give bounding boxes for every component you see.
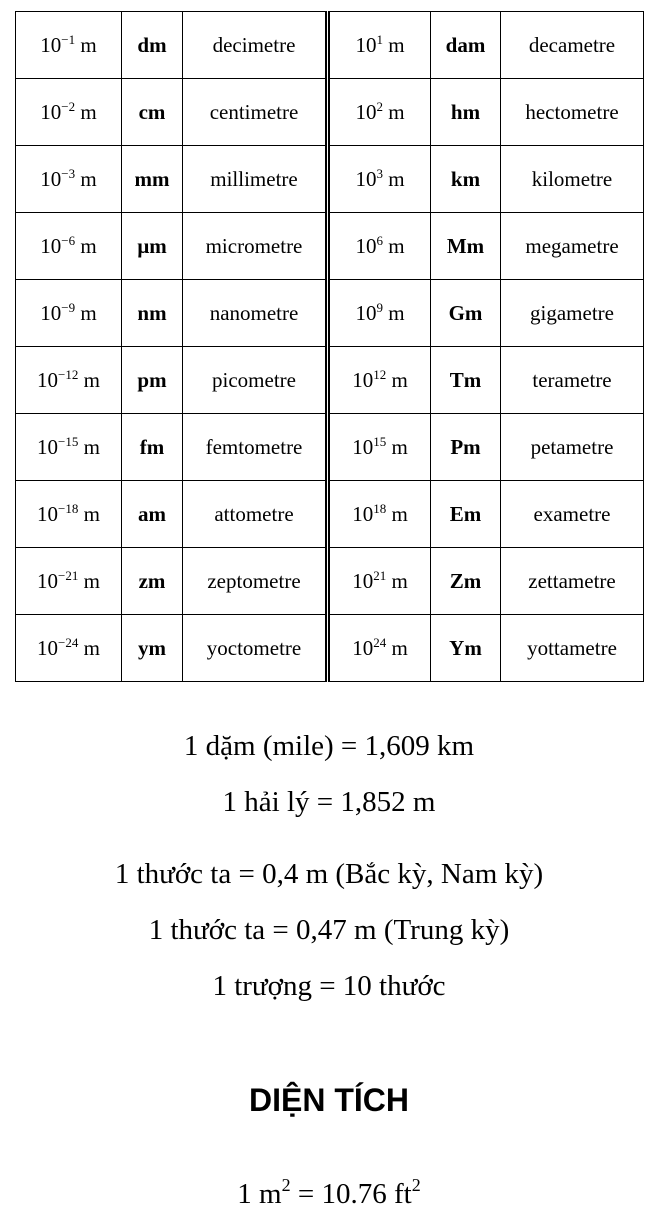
left-power-unit: m <box>83 367 100 392</box>
right-power-exponent: 9 <box>376 299 383 315</box>
left-power-cell <box>16 481 122 548</box>
left-power-base: 10 <box>40 233 62 258</box>
left-symbol: fm <box>139 434 165 459</box>
left-name-cell <box>183 615 328 682</box>
left-symbol: nm <box>137 300 167 325</box>
right-name-cell <box>501 280 644 347</box>
left-name-cell <box>183 213 328 280</box>
left-power-cell <box>16 615 122 682</box>
left-power-base: 10 <box>37 568 59 593</box>
right-power-unit: m <box>388 300 405 325</box>
left-power-exponent: −18 <box>58 500 79 516</box>
right-power-base: 10 <box>355 300 377 325</box>
right-name-cell <box>501 146 644 213</box>
right-symbol: Zm <box>449 568 482 593</box>
left-symbol-cell <box>122 414 183 481</box>
right-symbol: Ym <box>449 635 482 660</box>
right-power-base: 10 <box>355 32 377 57</box>
table-row <box>16 414 644 481</box>
left-power-cell <box>16 414 122 481</box>
right-unit-name: petametre <box>530 434 614 459</box>
left-power-exponent: −2 <box>61 98 76 114</box>
right-symbol-cell <box>431 280 501 347</box>
right-name-cell <box>501 79 644 146</box>
right-unit-name: hectometre <box>525 99 619 124</box>
left-symbol-cell <box>122 481 183 548</box>
right-power-exponent: 3 <box>376 165 383 181</box>
table-row <box>16 481 644 548</box>
left-power-exponent: −6 <box>61 232 76 248</box>
left-symbol: mm <box>134 166 170 191</box>
left-power-base: 10 <box>40 99 62 124</box>
right-symbol: Mm <box>446 233 485 258</box>
right-power-unit: m <box>388 99 405 124</box>
left-power-base: 10 <box>40 300 62 325</box>
right-name-cell <box>501 548 644 615</box>
right-symbol-cell <box>431 481 501 548</box>
length-units-table <box>15 11 644 682</box>
table-row <box>16 280 644 347</box>
left-power-unit: m <box>83 434 100 459</box>
conversion-nautical-mile: 1 hải lý = 1,852 m <box>222 786 436 818</box>
left-symbol-cell <box>122 79 183 146</box>
left-name-cell <box>183 12 328 79</box>
right-power-unit: m <box>391 635 408 660</box>
left-power-base: 10 <box>37 501 59 526</box>
right-power-exponent: 15 <box>373 433 387 449</box>
left-power-exponent: −12 <box>58 366 79 382</box>
right-symbol-cell <box>431 414 501 481</box>
right-unit-name: yottametre <box>527 635 617 660</box>
left-power-base: 10 <box>37 367 59 392</box>
length-units-table-body <box>16 12 644 682</box>
right-power-base: 10 <box>352 367 374 392</box>
right-symbol: Gm <box>448 300 483 325</box>
area-right-exponent: 2 <box>411 1175 421 1195</box>
right-power-exponent: 12 <box>373 366 387 382</box>
left-name-cell <box>183 548 328 615</box>
right-power-unit: m <box>391 501 408 526</box>
right-symbol-cell <box>431 213 501 280</box>
left-power-exponent: −9 <box>61 299 76 315</box>
right-power-base: 10 <box>352 568 374 593</box>
left-name-cell <box>183 414 328 481</box>
right-symbol-cell <box>431 347 501 414</box>
left-power-cell <box>16 146 122 213</box>
right-unit-name: kilometre <box>531 166 613 191</box>
right-symbol: km <box>450 166 481 191</box>
left-symbol-cell <box>122 146 183 213</box>
right-symbol-cell <box>431 146 501 213</box>
area-conversion <box>0 1177 658 1211</box>
conversion-thuoc-north-south: 1 thước ta = 0,4 m (Bắc kỳ, Nam kỳ) <box>114 858 544 890</box>
right-symbol: hm <box>450 99 481 124</box>
left-symbol-cell <box>122 615 183 682</box>
right-power-unit: m <box>388 166 405 191</box>
table-row <box>16 79 644 146</box>
right-power-cell <box>328 414 431 481</box>
right-unit-name: exametre <box>533 501 611 526</box>
right-power-unit: m <box>391 367 408 392</box>
left-symbol-cell <box>122 213 183 280</box>
left-power-base: 10 <box>37 635 59 660</box>
right-name-cell <box>501 12 644 79</box>
left-power-exponent: −3 <box>61 165 76 181</box>
left-unit-name: nanometre <box>209 300 299 325</box>
left-unit-name: micrometre <box>205 233 303 258</box>
right-power-base: 10 <box>355 166 377 191</box>
left-symbol: zm <box>138 568 166 593</box>
right-power-cell <box>328 79 431 146</box>
left-power-exponent: −1 <box>61 31 76 47</box>
left-unit-name: zeptometre <box>207 568 301 593</box>
left-symbol: pm <box>137 367 167 392</box>
area-section-title: DIỆN TÍCH <box>249 1082 409 1118</box>
left-power-cell <box>16 548 122 615</box>
left-power-unit: m <box>80 300 97 325</box>
left-power-base: 10 <box>40 32 62 57</box>
left-power-unit: m <box>80 166 97 191</box>
left-power-unit: m <box>80 99 97 124</box>
conversion-truong: 1 trượng = 10 thước <box>212 970 446 1002</box>
left-power-unit: m <box>83 501 100 526</box>
table-row <box>16 347 644 414</box>
table-row <box>16 615 644 682</box>
left-power-unit: m <box>83 568 100 593</box>
left-unit-name: picometre <box>212 367 296 392</box>
right-power-base: 10 <box>355 99 377 124</box>
right-power-exponent: 1 <box>376 31 383 47</box>
right-power-exponent: 18 <box>373 500 387 516</box>
right-symbol-cell <box>431 615 501 682</box>
left-power-cell <box>16 12 122 79</box>
right-power-exponent: 24 <box>373 634 387 650</box>
right-unit-name: megametre <box>525 233 619 258</box>
left-power-exponent: −24 <box>58 634 79 650</box>
right-power-exponent: 6 <box>376 232 383 248</box>
right-power-base: 10 <box>352 635 374 660</box>
table-row <box>16 146 644 213</box>
left-power-cell <box>16 280 122 347</box>
area-left-value: 1 m <box>237 1178 282 1210</box>
right-power-cell <box>328 280 431 347</box>
table-row <box>16 548 644 615</box>
right-power-exponent: 21 <box>373 567 387 583</box>
right-power-cell <box>328 548 431 615</box>
left-name-cell <box>183 280 328 347</box>
right-unit-name: zettametre <box>528 568 616 593</box>
left-power-base: 10 <box>37 434 59 459</box>
left-unit-name: millimetre <box>210 166 298 191</box>
left-name-cell <box>183 347 328 414</box>
left-unit-name: attometre <box>214 501 294 526</box>
right-power-unit: m <box>388 233 405 258</box>
right-name-cell <box>501 347 644 414</box>
left-symbol-cell <box>122 548 183 615</box>
right-power-cell <box>328 481 431 548</box>
left-name-cell <box>183 146 328 213</box>
left-symbol: ym <box>138 635 166 660</box>
right-power-cell <box>328 615 431 682</box>
left-symbol: dm <box>137 32 167 57</box>
right-power-cell <box>328 213 431 280</box>
left-unit-name: yoctometre <box>206 635 302 660</box>
left-symbol-cell <box>122 280 183 347</box>
right-power-cell <box>328 12 431 79</box>
table-row <box>16 213 644 280</box>
right-unit-name: decametre <box>528 32 616 57</box>
right-power-unit: m <box>391 434 408 459</box>
left-power-exponent: −15 <box>58 433 79 449</box>
left-power-cell <box>16 213 122 280</box>
left-unit-name: femtometre <box>205 434 303 459</box>
table-row <box>16 12 644 79</box>
right-name-cell <box>501 414 644 481</box>
conversion-mile: 1 dặm (mile) = 1,609 km <box>183 730 475 762</box>
right-power-base: 10 <box>352 434 374 459</box>
right-name-cell <box>501 213 644 280</box>
right-unit-name: terametre <box>532 367 612 392</box>
left-power-unit: m <box>80 32 97 57</box>
right-symbol-cell <box>431 12 501 79</box>
right-symbol-cell <box>431 79 501 146</box>
left-symbol: µm <box>137 233 167 258</box>
right-symbol: Em <box>449 501 482 526</box>
left-name-cell <box>183 481 328 548</box>
left-power-unit: m <box>80 233 97 258</box>
right-power-base: 10 <box>352 501 374 526</box>
area-left-exponent: 2 <box>281 1175 291 1195</box>
left-symbol-cell <box>122 12 183 79</box>
left-power-unit: m <box>83 635 100 660</box>
left-symbol: am <box>138 501 166 526</box>
right-unit-name: gigametre <box>530 300 614 325</box>
right-power-base: 10 <box>355 233 377 258</box>
right-power-unit: m <box>388 32 405 57</box>
left-power-cell <box>16 347 122 414</box>
left-symbol: cm <box>138 99 166 124</box>
right-power-unit: m <box>391 568 408 593</box>
right-symbol-cell <box>431 548 501 615</box>
left-power-base: 10 <box>40 166 62 191</box>
right-symbol: dam <box>445 32 486 57</box>
right-power-cell <box>328 347 431 414</box>
right-power-cell <box>328 146 431 213</box>
left-power-exponent: −21 <box>58 567 79 583</box>
left-symbol-cell <box>122 347 183 414</box>
area-middle: = 10.76 ft <box>290 1178 412 1210</box>
left-unit-name: decimetre <box>212 32 296 57</box>
left-unit-name: centimetre <box>209 99 299 124</box>
left-name-cell <box>183 79 328 146</box>
conversion-thuoc-central: 1 thước ta = 0,47 m (Trung kỳ) <box>148 914 510 946</box>
right-symbol: Tm <box>449 367 482 392</box>
right-power-exponent: 2 <box>376 98 383 114</box>
right-name-cell <box>501 615 644 682</box>
right-name-cell <box>501 481 644 548</box>
right-symbol: Pm <box>450 434 481 459</box>
left-power-cell <box>16 79 122 146</box>
